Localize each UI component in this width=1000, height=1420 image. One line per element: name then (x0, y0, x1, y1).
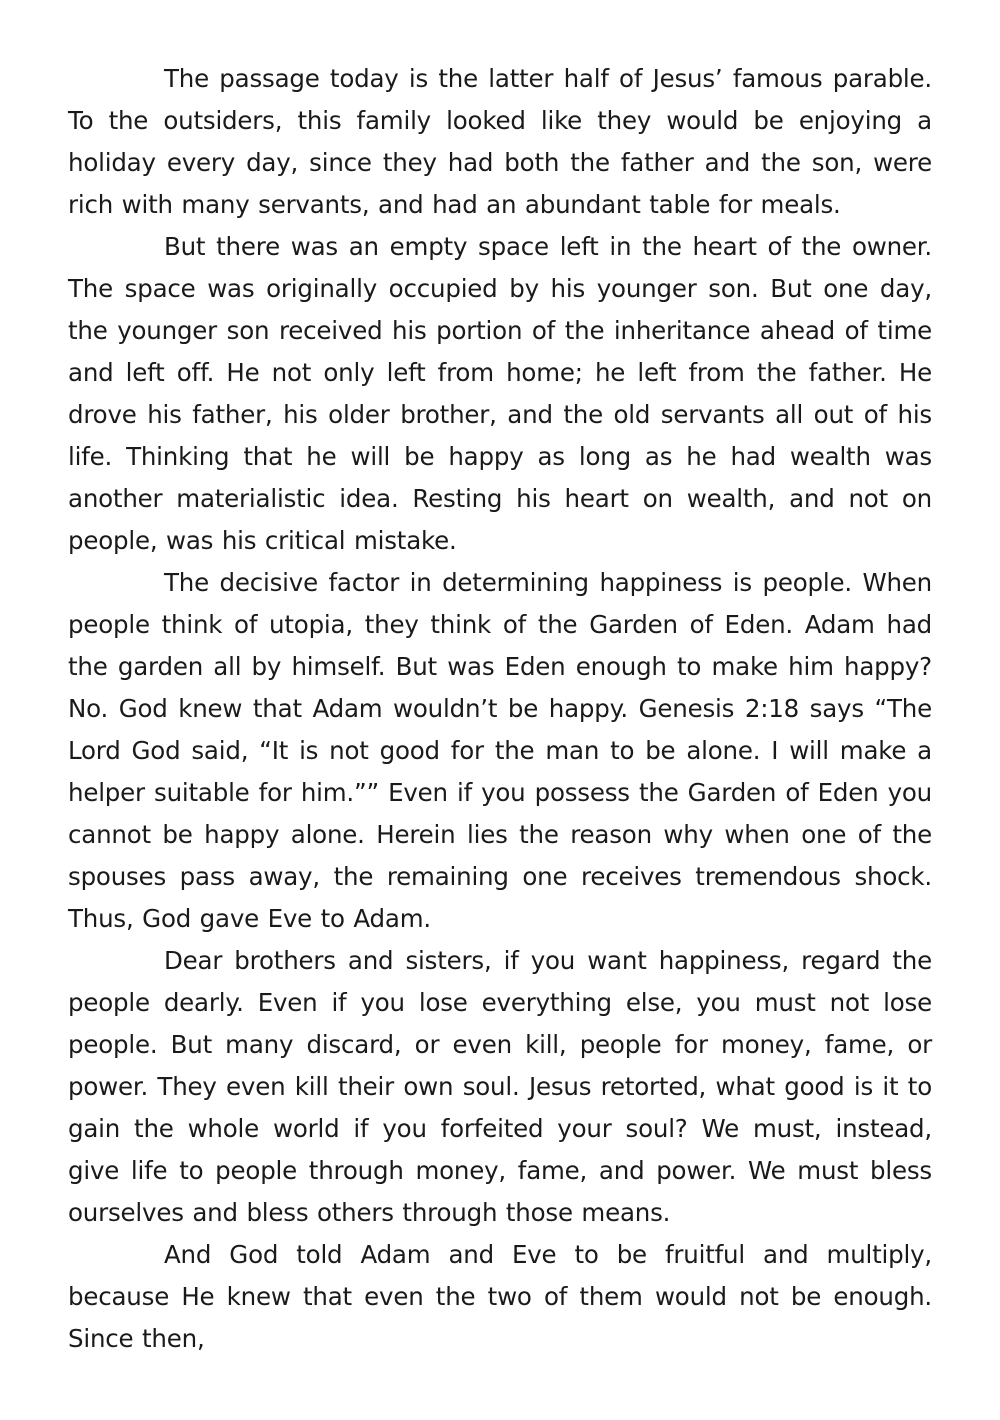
paragraph: The decisive factor in determining happiness is people. When people think of utopia, they think of the Garden of Eden. Adam had the garden all by himself. But was Eden enough to make him happy? No. God knew that Adam wouldn’t be happy. Genesis 2:18 says “The Lord God said, “It is not good for the man to be alone. I will make a helper suitable for him.”” Even if you possess the Garden of Eden you cannot be happy alone. Herein lies the reason why when one of the spouses pass away, the remaining one receives tremendous shock. Thus, God gave Eve to Adam. (68, 568, 932, 933)
paragraph: The passage today is the latter half of Jesus’ famous parable. To the outsiders, this family looked like they would be enjoying a holiday every day, since they had both the father and the son, were rich with many servants, and had an abundant table for meals. (68, 64, 932, 219)
document-body (68, 58, 932, 1360)
paragraph: And God told Adam and Eve to be fruitful and multiply, because He knew that even the two of them would not be enough. Since then, (68, 1240, 932, 1353)
paragraph: But there was an empty space left in the heart of the owner. The space was originally occupied by his younger son. But one day, the younger son received his portion of the inheritance ahead of time and left off. He not only left from home; he left from the father. He drove his father, his older brother, and the old servants all out of his life. Thinking that he will be happy as long as he had wealth was another materialistic idea. Resting his heart on wealth, and not on people, was his critical mistake. (68, 232, 932, 555)
paragraph: Dear brothers and sisters, if you want happiness, regard the people dearly. Even if you lose everything else, you must not lose people. But many discard, or even kill, people for money, fame, or power. They even kill their own soul. Jesus retorted, what good is it to gain the whole world if you forfeited your soul? We must, instead, give life to people through money, fame, and power. We must bless ourselves and bless others through those means. (68, 946, 932, 1227)
